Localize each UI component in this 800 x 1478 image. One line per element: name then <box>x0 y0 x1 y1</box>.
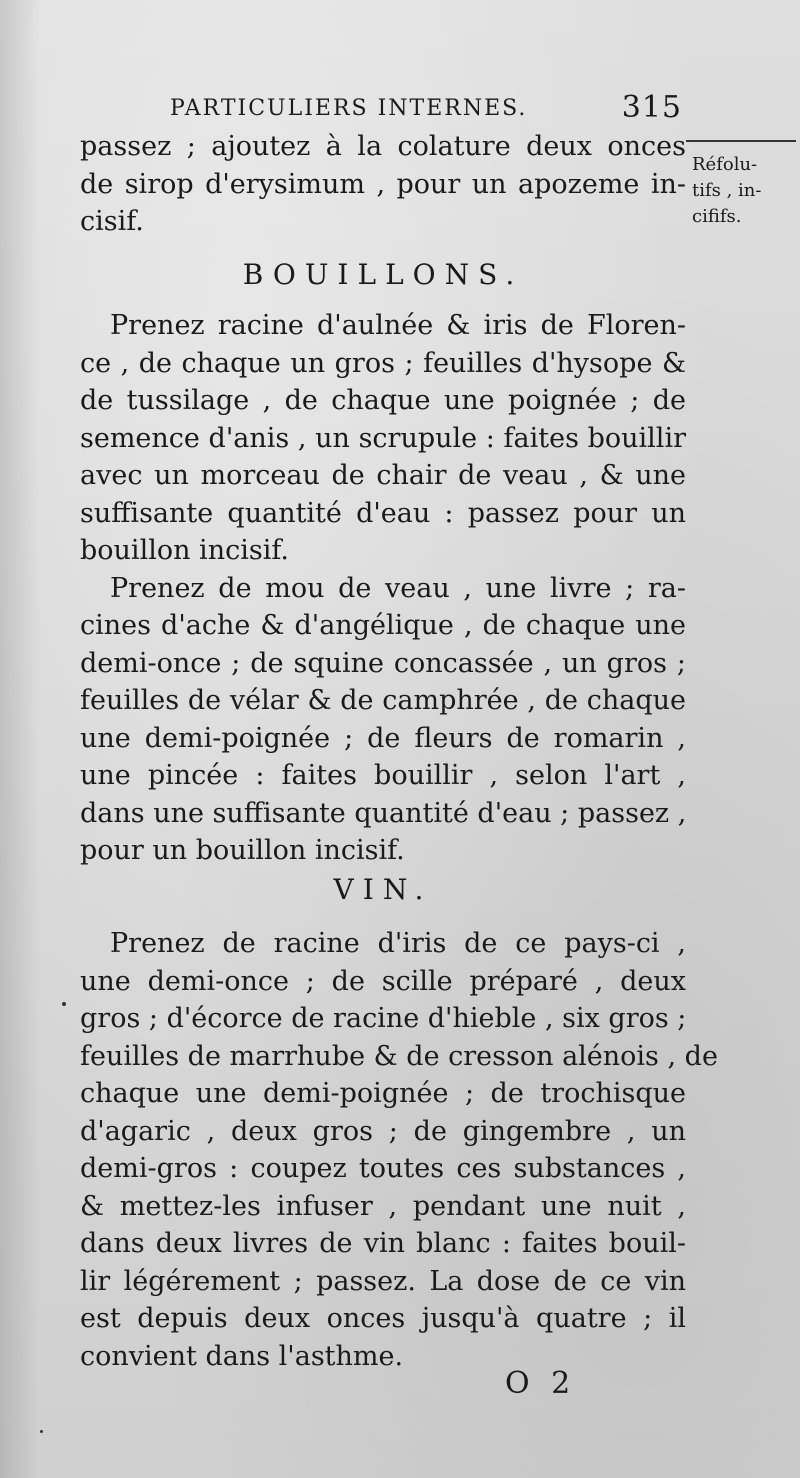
signature-mark: O 2 <box>505 1366 577 1401</box>
text-line: Prenez de mou de veau , une livre ; ra- <box>110 572 686 604</box>
text-line: semence d'anis , un scrupule : faites bouillir <box>80 422 686 454</box>
text-line: bouillon incisif. <box>80 535 289 566</box>
text-line: Prenez racine d'aulnée & iris de Floren- <box>110 310 686 341</box>
text-line: lir légérement ; passez. La dose de ce vin <box>80 1265 686 1297</box>
text-line: une demi-poignée ; de fleurs de romarin , <box>80 722 686 754</box>
text-line: une demi-once ; de scille préparé , deux <box>80 965 686 997</box>
running-title: PARTICULIERS INTERNES. <box>170 96 528 121</box>
text-line: demi-once ; de squine concassée , un gros ; <box>80 647 686 679</box>
section-vin-body <box>80 925 718 1375</box>
text-line: convient dans l'asthme. <box>80 1340 404 1372</box>
text-line: feuilles de marrhube & de cresson alénois , de <box>80 1040 718 1072</box>
text-line: dans une suffisante quantité d'eau ; passez , <box>80 797 687 829</box>
text-line: cines d'ache & d'angélique , de chaque une <box>80 610 686 641</box>
section-bouillons-body <box>80 307 686 870</box>
text-line: pour un bouillon incisif. <box>80 835 405 866</box>
text-line: une pincée : faites bouillir , selon l'art , <box>80 760 686 791</box>
section-heading-bouillons: BOUILLONS. <box>242 258 524 291</box>
text-line: feuilles de vélar & de camphrée , de chaque <box>80 685 686 716</box>
paragraph-apozeme <box>80 128 686 241</box>
text-line: demi-gros : coupez toutes ces substances , <box>80 1153 686 1184</box>
text-line: cisif. <box>80 206 144 237</box>
margin-note-line: Réfolu- <box>692 154 758 175</box>
margin-note-line: cififs. <box>692 206 742 227</box>
text-line: chaque une demi-poignée ; de trochisque <box>80 1078 686 1109</box>
ink-speck <box>40 1430 43 1433</box>
text-line: Prenez de racine d'iris de ce pays-ci , <box>110 928 686 959</box>
text-line: & mettez-les infuser , pendant une nuit , <box>80 1190 686 1222</box>
margin-note <box>692 152 798 230</box>
text-line: gros ; d'écorce de racine d'hieble , six gros ; <box>80 1003 687 1034</box>
section-heading-vin: VIN. <box>333 873 433 906</box>
text-line: dans deux livres de vin blanc : faites bouil- <box>80 1228 686 1259</box>
page-number: 315 <box>621 90 682 125</box>
text-line: est depuis deux onces jusqu'à quatre ; il <box>80 1303 686 1334</box>
text-line: suffisante quantité d'eau : passez pour un <box>80 497 686 529</box>
margin-note-line: tifs , in- <box>692 180 762 201</box>
text-line: ce , de chaque un gros ; feuilles d'hysope & <box>80 347 686 379</box>
text-line: passez ; ajoutez à la colature deux onces <box>80 131 686 162</box>
text-line: d'agaric , deux gros ; de gingembre , un <box>80 1115 686 1147</box>
margin-rule <box>686 140 796 142</box>
text-line: de sirop d'erysimum , pour un apozeme in- <box>80 168 686 200</box>
text-line: avec un morceau de chair de veau , & une <box>80 460 686 491</box>
text-line: de tussilage , de chaque une poignée ; de <box>80 385 686 416</box>
ink-speck <box>62 1002 66 1006</box>
